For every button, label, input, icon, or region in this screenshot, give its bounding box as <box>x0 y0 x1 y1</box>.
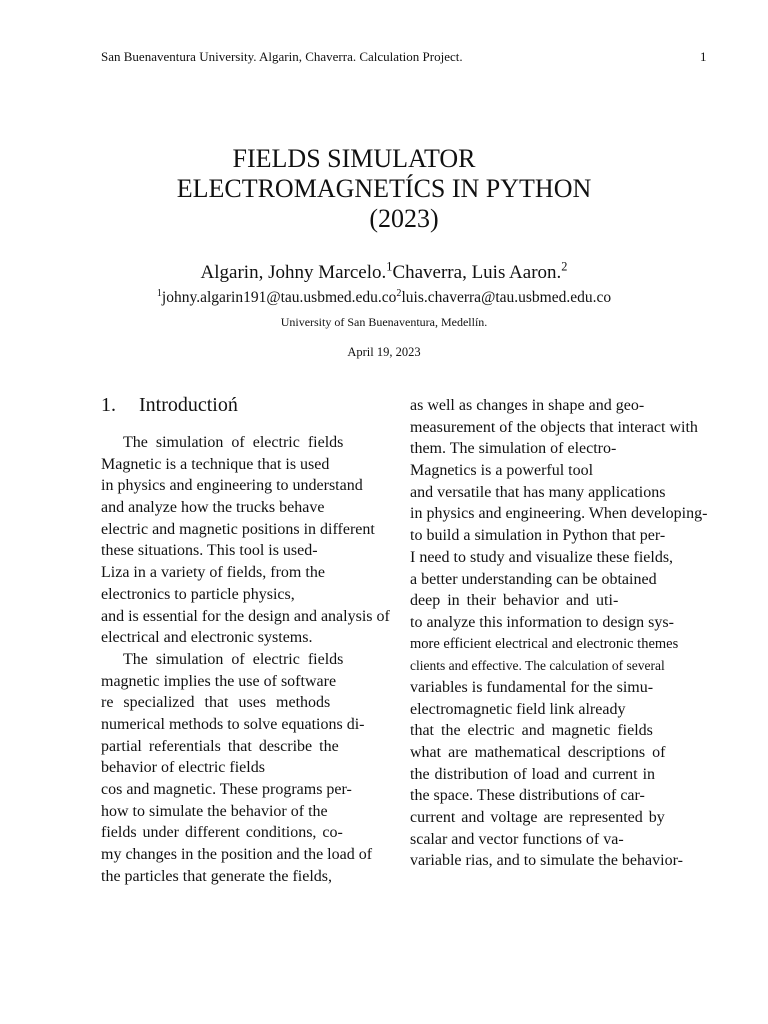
text-line: numerical methods to solve equations di- <box>101 715 365 733</box>
affiliation: University of San Buenaventura, Medellín. <box>280 315 488 329</box>
text-line: electrical and electronic systems. <box>101 629 313 647</box>
text-line: to build a simulation in Python that per- <box>410 527 666 545</box>
author-2: Chaverra, Luis Aaron. <box>392 262 562 283</box>
email-2-mark: 2 <box>396 287 402 299</box>
text-line: as well as changes in shape and geo- <box>410 397 645 414</box>
text-line: the space. These distributions of car- <box>410 787 645 805</box>
text-line: scalar and vector functions of va- <box>410 830 624 848</box>
email-2: luis.chaverra@tau.usbmed.edu.co <box>401 289 612 306</box>
text-line: clients and effective. The calculation of several <box>410 658 665 674</box>
text-line: that the electric and magnetic fields <box>410 722 653 740</box>
text-line: cos and magnetic. These programs per- <box>101 781 352 798</box>
text-line: electromagnetic field link already <box>410 700 626 718</box>
paper-title <box>0 144 768 234</box>
text-line: my changes in the position and the load of <box>101 846 373 864</box>
email-1: johny.algarin191@tau.usbmed.edu.co <box>161 289 397 306</box>
text-line: magnetic implies the use of software <box>101 672 337 690</box>
text-line: how to simulate the behavior of the <box>101 802 328 820</box>
text-line: the distribution of load and current in <box>410 765 656 783</box>
text-line: The simulation of electric fields <box>123 434 344 451</box>
right-column <box>410 395 707 872</box>
text-line: them. The simulation of electro- <box>410 440 617 458</box>
author-emails <box>0 289 768 307</box>
text-line: re specialized that uses methods <box>101 694 331 712</box>
text-line: current and voltage are represented by <box>410 809 665 827</box>
author-2-mark: 2 <box>561 259 568 274</box>
title-line-3: (2023) <box>369 204 439 233</box>
section-title: Introductioń <box>139 394 238 416</box>
section-number: 1. <box>101 394 116 416</box>
text-line: Magnetic is a technique that is used <box>101 455 330 473</box>
title-line-1: FIELDS SIMULATOR <box>232 144 476 173</box>
paper-date: April 19, 2023 <box>347 345 421 359</box>
text-line: I need to study and visualize these fields, <box>410 548 674 566</box>
text-line: electric and magnetic positions in different <box>101 520 375 538</box>
text-line: variables is fundamental for the simu- <box>410 678 654 696</box>
text-line: what are mathematical descriptions of <box>410 744 666 761</box>
author-1-mark: 1 <box>386 259 393 274</box>
text-line: in physics and engineering. When developing- <box>410 505 708 523</box>
text-line: measurement of the objects that interact with <box>410 418 698 436</box>
text-line: Magnetics is a powerful tool <box>410 462 594 480</box>
title-line-2: ELECTROMAGNETÍCS IN PYTHON <box>176 174 592 203</box>
text-line: The simulation of electric fields <box>123 650 344 668</box>
left-column <box>101 432 390 887</box>
text-line: and is essential for the design and analysis of <box>101 607 390 625</box>
running-header: San Buenaventura University. Algarin, Chaverra. Calculation Project. <box>101 49 463 64</box>
author-list <box>0 259 768 284</box>
page-number: 1 <box>700 49 707 64</box>
text-line: in physics and engineering to understand <box>101 477 363 495</box>
text-line: Liza in a variety of fields, from the <box>101 564 325 582</box>
text-line: these situations. This tool is used- <box>101 542 318 560</box>
text-line: and analyze how the trucks behave <box>101 499 325 517</box>
text-line: more efficient electrical and electronic themes <box>410 635 679 652</box>
text-line: to analyze this information to design sys- <box>410 613 674 631</box>
text-line: fields under different conditions, co- <box>101 824 343 842</box>
text-line: behavior of electric fields <box>101 759 265 777</box>
text-line: partial referentials that describe the <box>101 737 339 755</box>
section-heading <box>101 394 238 417</box>
text-line: and versatile that has many applications <box>410 483 666 501</box>
email-1-mark: 1 <box>156 287 162 299</box>
text-line: the particles that generate the fields, <box>101 867 333 885</box>
text-line: electronics to particle physics, <box>101 585 295 603</box>
author-1: Algarin, Johny Marcelo. <box>200 262 387 283</box>
text-line: variable rias, and to simulate the behavior- <box>410 852 683 870</box>
text-line: a better understanding can be obtained <box>410 570 657 588</box>
text-line: deep in their behavior and uti- <box>410 592 619 610</box>
